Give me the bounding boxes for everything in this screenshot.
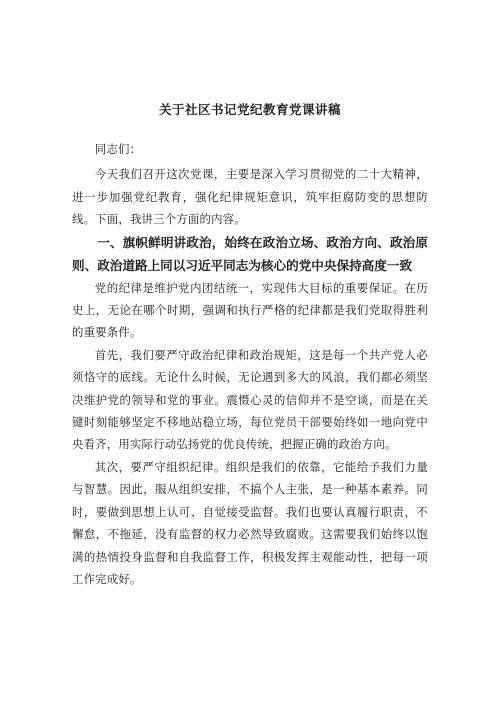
intro-paragraph: 今天我们召开这次党课，主要是深入学习贯彻党的二十大精神，进一步加强党纪教育，强化纪律规矩意识，筑牢拒腐防变的思想防线。下面，我讲三个方面的内容。 — [72, 167, 428, 227]
salutation: 同志们： — [94, 142, 142, 156]
section-heading-1: 一、旗帜鲜明讲政治，始终在政治立场、政治方向、政治原则、政治道路上同以习近平同志为核心的党中央保持高度一致 — [72, 234, 428, 273]
document-body — [72, 138, 428, 590]
section-1-paragraph-2: 首先，我们要严守政治纪律和政治规矩，这是每一个共产党人必须恪守的底线。无论什么时候，无论遇到多大的风浪，我们都必须坚决维护党的领导和党的事业。震慑心灵的信仰并不是空谈，而是在关键时刻能够坚定不移地站稳立场，每位党员干部要始终如一地向党中央看齐，用实际行动弘扬党的优良传统，把握正确的政治方向。 — [72, 347, 428, 452]
document-title: 关于社区书记党纪教育党课讲稿 — [158, 102, 341, 117]
section-1-paragraph-3: 其次，要严守组织纪律。组织是我们的依靠，它能给予我们力量与智慧。因此，服从组织安排，不搞个人主张，是一种基本素养。同时，要做到思想上认可、自觉接受监督。我们也要认真履行职责，不懈怠，不拖延，没有监督的权力必然导致腐败。这需要我们始终以饱满的热情投身监督和自我监督工作，积极发挥主观能动性，把每一项工作完成好。 — [72, 459, 428, 586]
section-1-paragraph-1: 党的纪律是维护党内团结统一，实现伟大目标的重要保证。在历史上，无论在哪个时期，强调和执行严格的纪律都是我们党取得胜利的重要条件。 — [72, 280, 428, 340]
